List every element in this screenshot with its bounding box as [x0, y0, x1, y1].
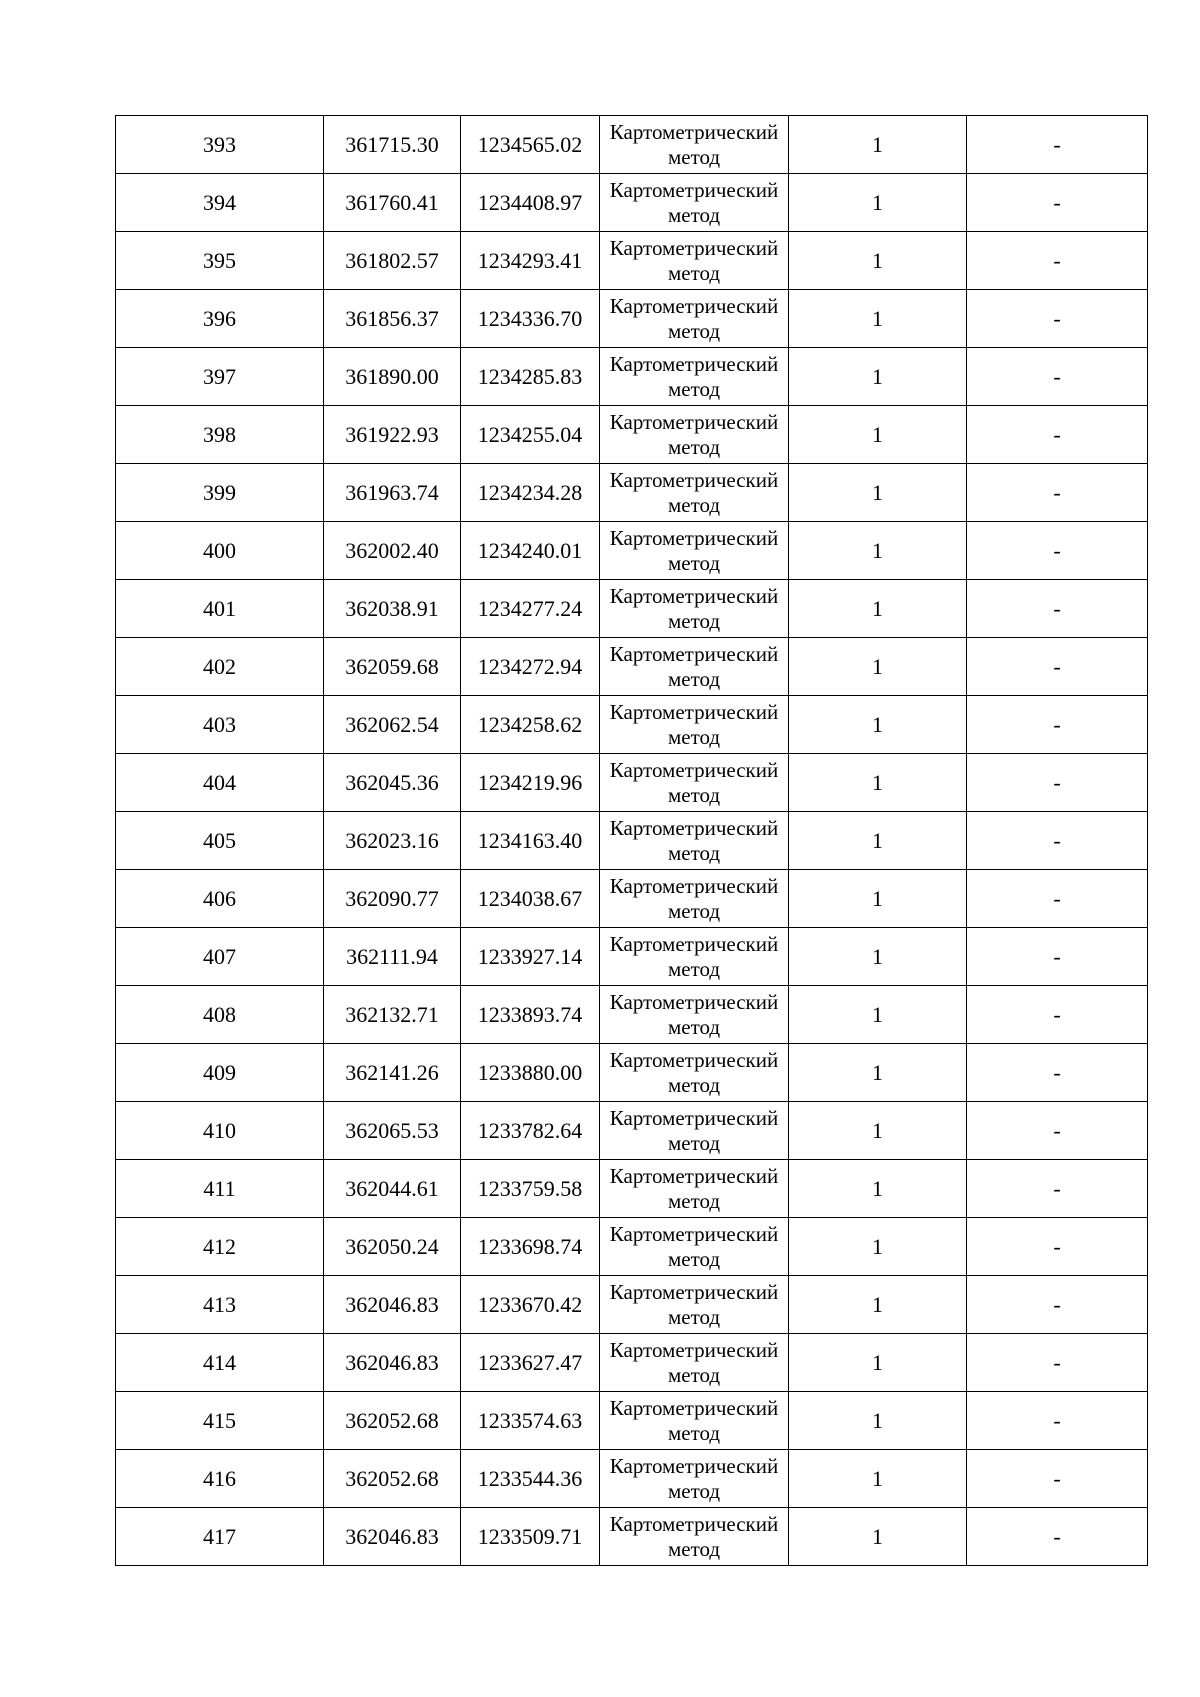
y-coordinate-cell: 1233759.58 [461, 1160, 600, 1218]
x-coordinate-cell: 362050.24 [324, 1218, 461, 1276]
y-coordinate-cell: 1234240.01 [461, 522, 600, 580]
accuracy-cell: 1 [789, 1450, 967, 1508]
y-coordinate-cell: 1233670.42 [461, 1276, 600, 1334]
y-coordinate-cell: 1234255.04 [461, 406, 600, 464]
y-coordinate-cell: 1234408.97 [461, 174, 600, 232]
table-row [116, 290, 1148, 348]
note-cell: - [967, 986, 1148, 1044]
accuracy-cell: 1 [789, 232, 967, 290]
x-coordinate-cell: 362002.40 [324, 522, 461, 580]
table-row [116, 406, 1148, 464]
y-coordinate-cell: 1234565.02 [461, 116, 600, 174]
x-coordinate-cell: 362059.68 [324, 638, 461, 696]
point-number-cell: 409 [116, 1044, 324, 1102]
point-number-cell: 414 [116, 1334, 324, 1392]
point-number-cell: 396 [116, 290, 324, 348]
point-number-cell: 406 [116, 870, 324, 928]
method-cell: Картометрический метод [600, 1392, 789, 1450]
x-coordinate-cell: 362046.83 [324, 1334, 461, 1392]
table-row [116, 812, 1148, 870]
x-coordinate-cell: 361963.74 [324, 464, 461, 522]
y-coordinate-cell: 1233893.74 [461, 986, 600, 1044]
note-cell: - [967, 638, 1148, 696]
table-row [116, 232, 1148, 290]
note-cell: - [967, 464, 1148, 522]
x-coordinate-cell: 362141.26 [324, 1044, 461, 1102]
method-cell: Картометрический метод [600, 1160, 789, 1218]
point-number-cell: 416 [116, 1450, 324, 1508]
method-cell: Картометрический метод [600, 1508, 789, 1566]
note-cell: - [967, 232, 1148, 290]
method-cell: Картометрический метод [600, 116, 789, 174]
table-row [116, 696, 1148, 754]
table-row [116, 986, 1148, 1044]
point-number-cell: 412 [116, 1218, 324, 1276]
coordinates-table [115, 115, 1148, 1566]
note-cell: - [967, 1160, 1148, 1218]
point-number-cell: 393 [116, 116, 324, 174]
table-row [116, 1044, 1148, 1102]
y-coordinate-cell: 1233574.63 [461, 1392, 600, 1450]
accuracy-cell: 1 [789, 116, 967, 174]
note-cell: - [967, 580, 1148, 638]
x-coordinate-cell: 361760.41 [324, 174, 461, 232]
x-coordinate-cell: 362111.94 [324, 928, 461, 986]
point-number-cell: 399 [116, 464, 324, 522]
point-number-cell: 411 [116, 1160, 324, 1218]
note-cell: - [967, 870, 1148, 928]
method-cell: Картометрический метод [600, 232, 789, 290]
table-row [116, 464, 1148, 522]
point-number-cell: 398 [116, 406, 324, 464]
note-cell: - [967, 1392, 1148, 1450]
table-body [116, 116, 1148, 1566]
y-coordinate-cell: 1233509.71 [461, 1508, 600, 1566]
point-number-cell: 400 [116, 522, 324, 580]
x-coordinate-cell: 362090.77 [324, 870, 461, 928]
note-cell: - [967, 290, 1148, 348]
method-cell: Картометрический метод [600, 1450, 789, 1508]
method-cell: Картометрический метод [600, 406, 789, 464]
y-coordinate-cell: 1234272.94 [461, 638, 600, 696]
y-coordinate-cell: 1234285.83 [461, 348, 600, 406]
method-cell: Картометрический метод [600, 348, 789, 406]
point-number-cell: 407 [116, 928, 324, 986]
note-cell: - [967, 1218, 1148, 1276]
method-cell: Картометрический метод [600, 754, 789, 812]
x-coordinate-cell: 362038.91 [324, 580, 461, 638]
y-coordinate-cell: 1234336.70 [461, 290, 600, 348]
note-cell: - [967, 696, 1148, 754]
accuracy-cell: 1 [789, 464, 967, 522]
y-coordinate-cell: 1234234.28 [461, 464, 600, 522]
method-cell: Картометрический метод [600, 638, 789, 696]
point-number-cell: 408 [116, 986, 324, 1044]
table-row [116, 1334, 1148, 1392]
x-coordinate-cell: 362132.71 [324, 986, 461, 1044]
note-cell: - [967, 116, 1148, 174]
note-cell: - [967, 928, 1148, 986]
y-coordinate-cell: 1234293.41 [461, 232, 600, 290]
point-number-cell: 410 [116, 1102, 324, 1160]
table-row [116, 1450, 1148, 1508]
point-number-cell: 397 [116, 348, 324, 406]
accuracy-cell: 1 [789, 522, 967, 580]
accuracy-cell: 1 [789, 986, 967, 1044]
method-cell: Картометрический метод [600, 1218, 789, 1276]
x-coordinate-cell: 362045.36 [324, 754, 461, 812]
x-coordinate-cell: 362065.53 [324, 1102, 461, 1160]
x-coordinate-cell: 362052.68 [324, 1392, 461, 1450]
method-cell: Картометрический метод [600, 290, 789, 348]
x-coordinate-cell: 361856.37 [324, 290, 461, 348]
x-coordinate-cell: 361890.00 [324, 348, 461, 406]
point-number-cell: 404 [116, 754, 324, 812]
y-coordinate-cell: 1234038.67 [461, 870, 600, 928]
point-number-cell: 405 [116, 812, 324, 870]
note-cell: - [967, 522, 1148, 580]
x-coordinate-cell: 361922.93 [324, 406, 461, 464]
accuracy-cell: 1 [789, 290, 967, 348]
accuracy-cell: 1 [789, 174, 967, 232]
y-coordinate-cell: 1233927.14 [461, 928, 600, 986]
point-number-cell: 401 [116, 580, 324, 638]
method-cell: Картометрический метод [600, 1334, 789, 1392]
accuracy-cell: 1 [789, 1102, 967, 1160]
note-cell: - [967, 1276, 1148, 1334]
table-row [116, 928, 1148, 986]
accuracy-cell: 1 [789, 1334, 967, 1392]
point-number-cell: 394 [116, 174, 324, 232]
method-cell: Картометрический метод [600, 870, 789, 928]
point-number-cell: 415 [116, 1392, 324, 1450]
method-cell: Картометрический метод [600, 696, 789, 754]
y-coordinate-cell: 1234163.40 [461, 812, 600, 870]
accuracy-cell: 1 [789, 870, 967, 928]
note-cell: - [967, 812, 1148, 870]
accuracy-cell: 1 [789, 348, 967, 406]
y-coordinate-cell: 1233782.64 [461, 1102, 600, 1160]
accuracy-cell: 1 [789, 580, 967, 638]
method-cell: Картометрический метод [600, 928, 789, 986]
note-cell: - [967, 1508, 1148, 1566]
y-coordinate-cell: 1233880.00 [461, 1044, 600, 1102]
x-coordinate-cell: 362046.83 [324, 1508, 461, 1566]
point-number-cell: 417 [116, 1508, 324, 1566]
table-row [116, 1218, 1148, 1276]
x-coordinate-cell: 362052.68 [324, 1450, 461, 1508]
accuracy-cell: 1 [789, 406, 967, 464]
method-cell: Картометрический метод [600, 1276, 789, 1334]
table-row [116, 174, 1148, 232]
point-number-cell: 403 [116, 696, 324, 754]
method-cell: Картометрический метод [600, 580, 789, 638]
accuracy-cell: 1 [789, 754, 967, 812]
note-cell: - [967, 174, 1148, 232]
table-row [116, 1160, 1148, 1218]
x-coordinate-cell: 362046.83 [324, 1276, 461, 1334]
y-coordinate-cell: 1233544.36 [461, 1450, 600, 1508]
accuracy-cell: 1 [789, 1160, 967, 1218]
table-row [116, 1276, 1148, 1334]
table-row [116, 754, 1148, 812]
y-coordinate-cell: 1233698.74 [461, 1218, 600, 1276]
point-number-cell: 413 [116, 1276, 324, 1334]
x-coordinate-cell: 361715.30 [324, 116, 461, 174]
note-cell: - [967, 348, 1148, 406]
table-row [116, 1508, 1148, 1566]
x-coordinate-cell: 362062.54 [324, 696, 461, 754]
method-cell: Картометрический метод [600, 1044, 789, 1102]
method-cell: Картометрический метод [600, 812, 789, 870]
y-coordinate-cell: 1233627.47 [461, 1334, 600, 1392]
x-coordinate-cell: 361802.57 [324, 232, 461, 290]
table-row [116, 638, 1148, 696]
note-cell: - [967, 1044, 1148, 1102]
x-coordinate-cell: 362023.16 [324, 812, 461, 870]
accuracy-cell: 1 [789, 928, 967, 986]
table-row [116, 522, 1148, 580]
table-row [116, 116, 1148, 174]
accuracy-cell: 1 [789, 812, 967, 870]
table-row [116, 348, 1148, 406]
method-cell: Картометрический метод [600, 1102, 789, 1160]
method-cell: Картометрический метод [600, 522, 789, 580]
method-cell: Картометрический метод [600, 986, 789, 1044]
accuracy-cell: 1 [789, 638, 967, 696]
note-cell: - [967, 1334, 1148, 1392]
accuracy-cell: 1 [789, 1276, 967, 1334]
note-cell: - [967, 1102, 1148, 1160]
y-coordinate-cell: 1234258.62 [461, 696, 600, 754]
table-row [116, 870, 1148, 928]
y-coordinate-cell: 1234219.96 [461, 754, 600, 812]
point-number-cell: 402 [116, 638, 324, 696]
accuracy-cell: 1 [789, 1392, 967, 1450]
x-coordinate-cell: 362044.61 [324, 1160, 461, 1218]
note-cell: - [967, 406, 1148, 464]
method-cell: Картометрический метод [600, 174, 789, 232]
table-row [116, 580, 1148, 638]
accuracy-cell: 1 [789, 696, 967, 754]
point-number-cell: 395 [116, 232, 324, 290]
accuracy-cell: 1 [789, 1218, 967, 1276]
table-row [116, 1102, 1148, 1160]
note-cell: - [967, 754, 1148, 812]
method-cell: Картометрический метод [600, 464, 789, 522]
table-row [116, 1392, 1148, 1450]
accuracy-cell: 1 [789, 1044, 967, 1102]
y-coordinate-cell: 1234277.24 [461, 580, 600, 638]
accuracy-cell: 1 [789, 1508, 967, 1566]
note-cell: - [967, 1450, 1148, 1508]
